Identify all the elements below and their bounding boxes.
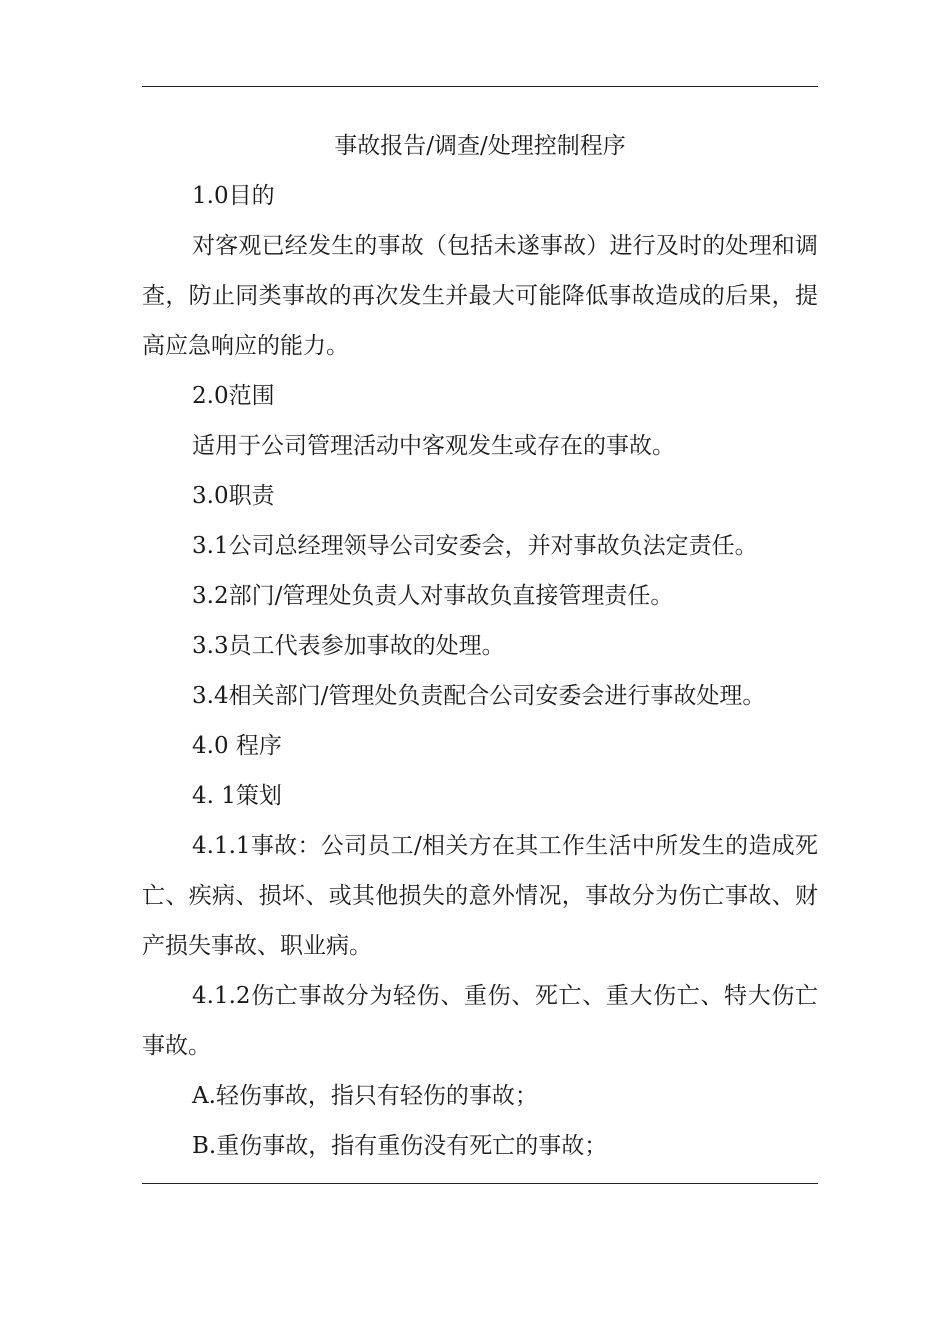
paragraph-responsibility-3-2: 3.2部门/管理处负责人对事故负直接管理责任。 [192, 583, 674, 609]
paragraph-4-1-1: 4.1.1事故：公司员工/相关方在其工作生活中所发生的造成死亡、疾病、损坏、或其他损失的意外情况，事故分为伤亡事故、财产损失事故、职业病。 [142, 833, 818, 959]
paragraph-responsibility-3-4: 3.4相关部门/管理处负责配合公司安委会进行事故处理。 [192, 683, 766, 709]
header-rule [142, 86, 818, 87]
section-heading-procedure: 4.0 程序 [192, 733, 282, 759]
document-title: 事故报告/调查/处理控制程序 [334, 133, 626, 159]
document-body [142, 121, 818, 1171]
list-item-a: A.轻伤事故，指只有轻伤的事故； [192, 1083, 538, 1109]
list-item-b: B.重伤事故，指有重伤没有死亡的事故； [192, 1133, 608, 1159]
section-heading-scope: 2.0范围 [192, 383, 275, 409]
footer-rule [142, 1183, 818, 1184]
paragraph-responsibility-3-1: 3.1公司总经理领导公司安委会，并对事故负法定责任。 [192, 533, 758, 559]
paragraph-4-1-2: 4.1.2伤亡事故分为轻伤、重伤、死亡、重大伤亡、特大伤亡事故。 [142, 983, 818, 1059]
paragraph-purpose: 对客观已经发生的事故（包括未遂事故）进行及时的处理和调查，防止同类事故的再次发生并最大可能降低事故造成的后果，提高应急响应的能力。 [142, 233, 818, 359]
section-heading-responsibility: 3.0职责 [192, 483, 275, 509]
paragraph-scope: 适用于公司管理活动中客观发生或存在的事故。 [192, 433, 675, 459]
subsection-heading-planning: 4. 1策划 [192, 783, 282, 809]
paragraph-responsibility-3-3: 3.3员工代表参加事故的处理。 [192, 633, 505, 659]
section-heading-purpose: 1.0目的 [192, 183, 275, 209]
